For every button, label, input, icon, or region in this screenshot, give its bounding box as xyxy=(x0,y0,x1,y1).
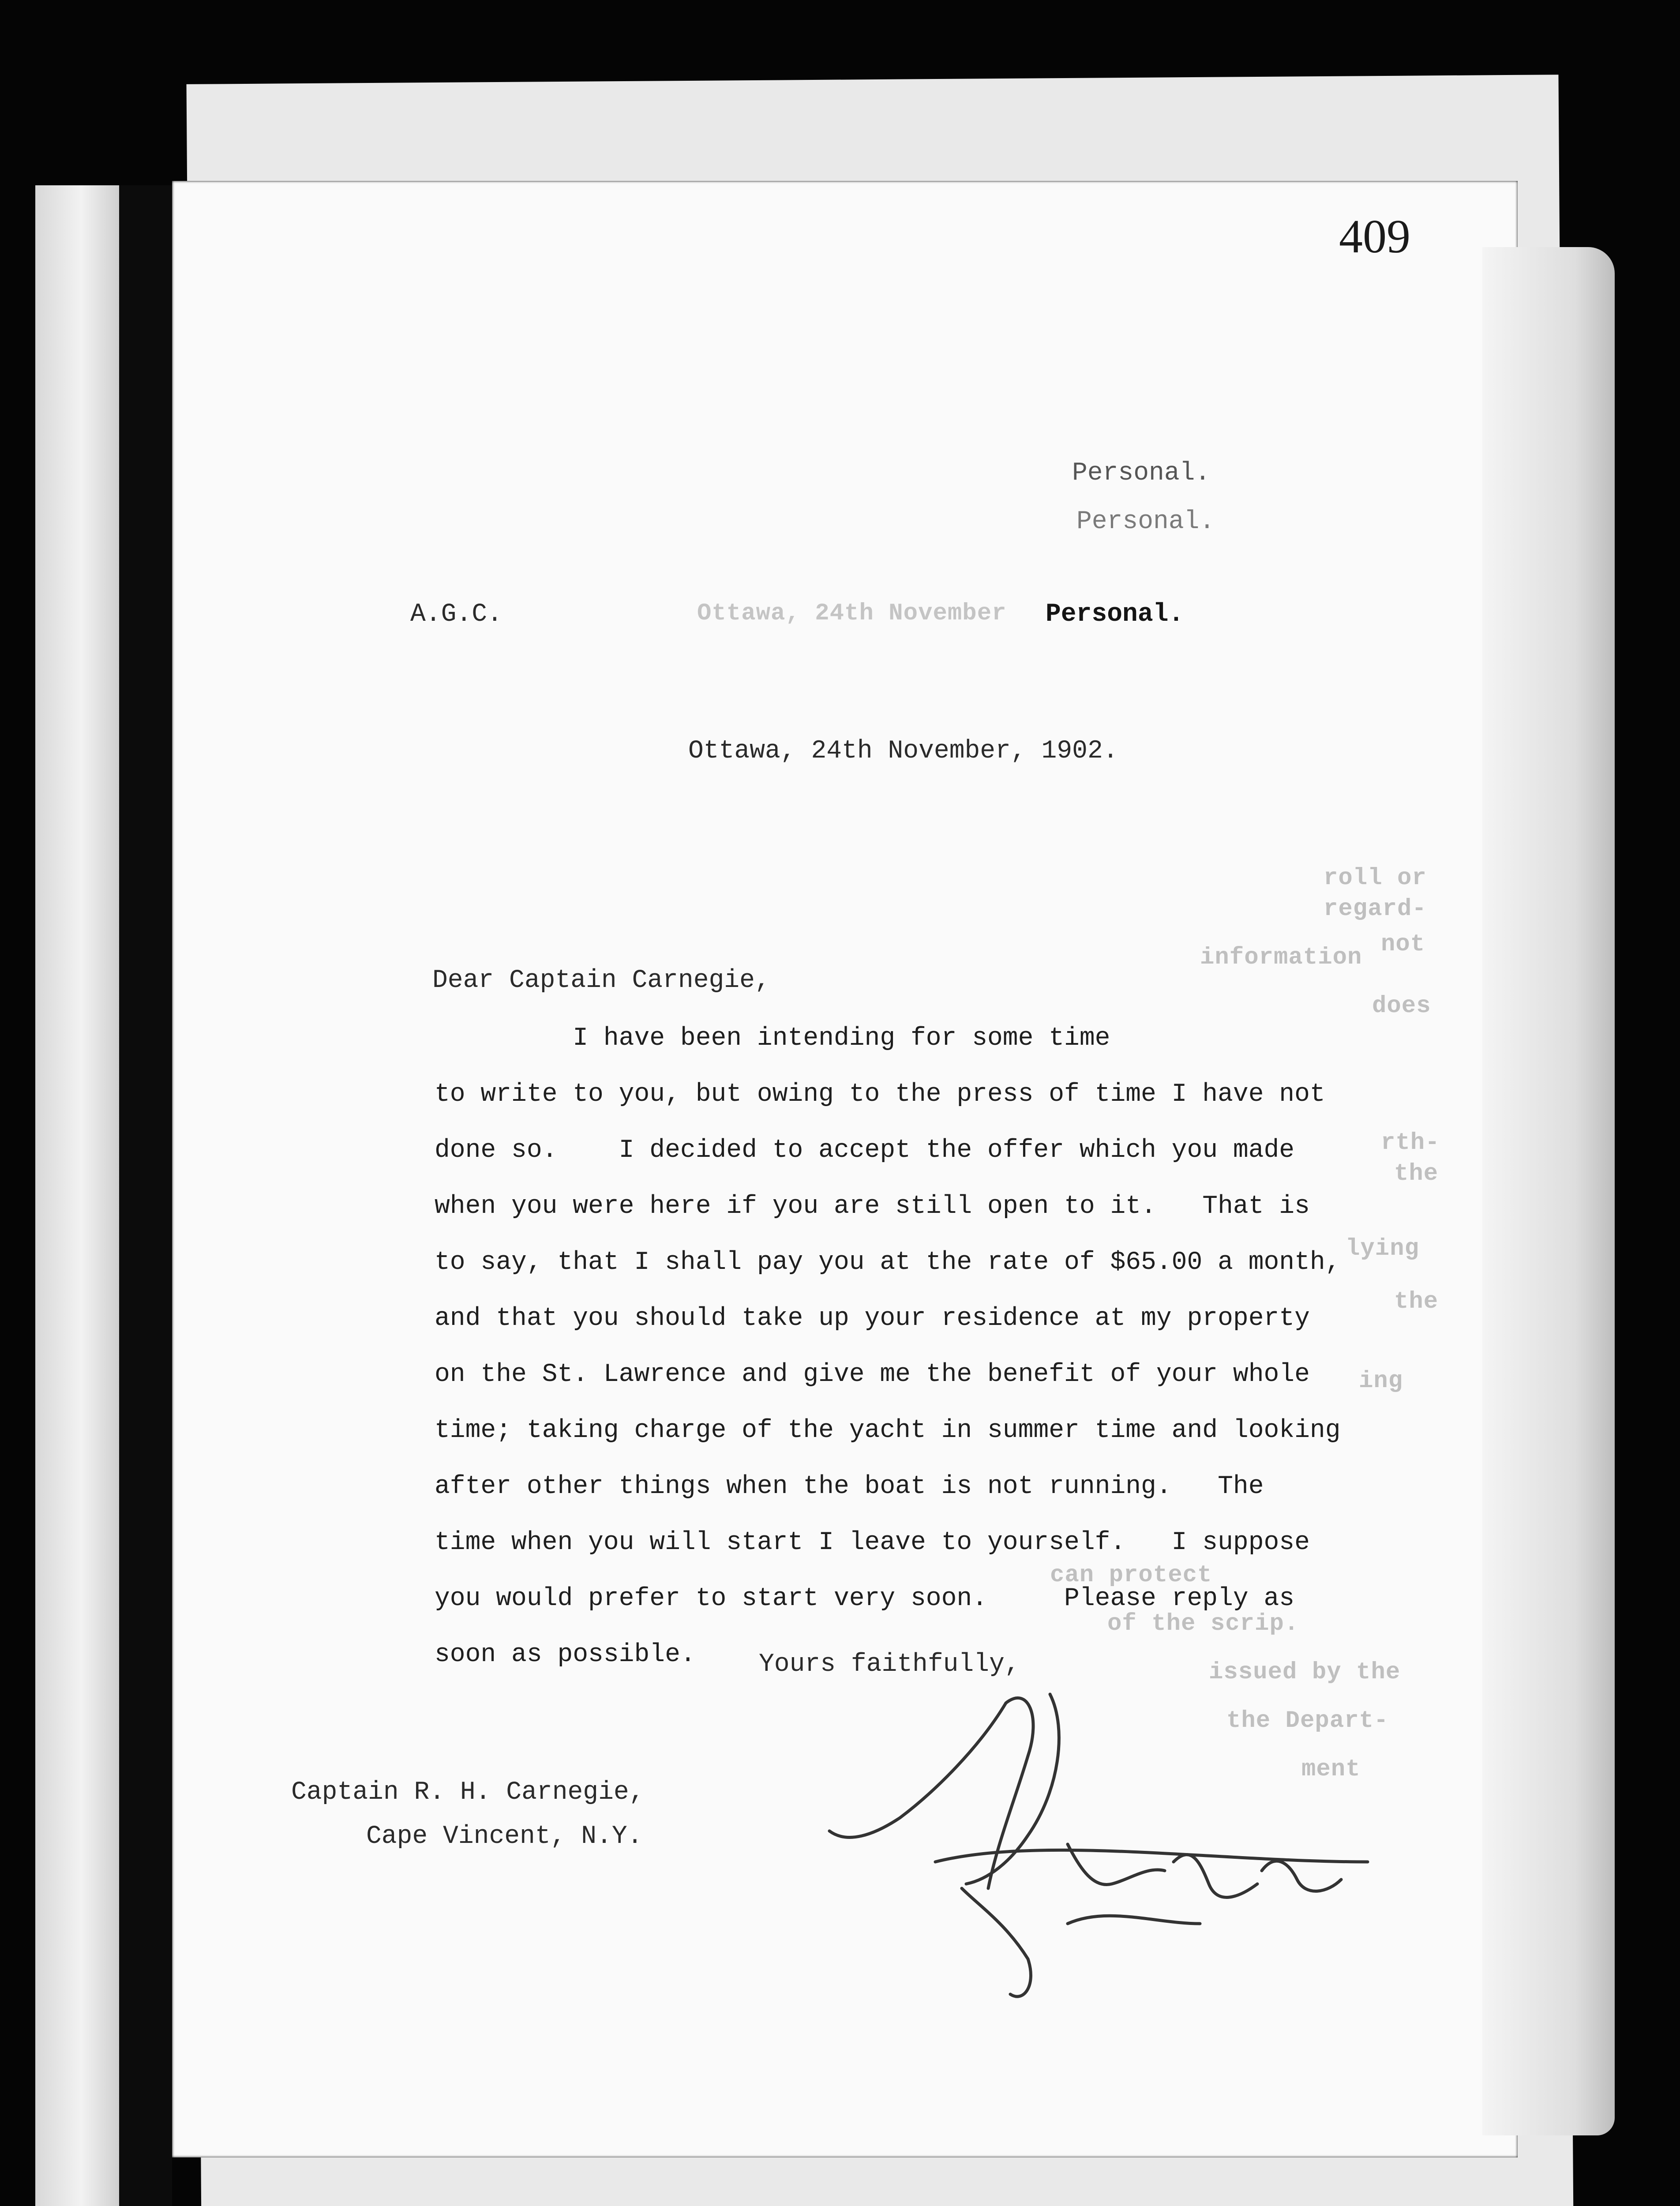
ghost-line: the Depart- xyxy=(1226,1707,1389,1734)
body-line: time when you will start I leave to yourself. I suppose xyxy=(435,1528,1310,1557)
addressee-place: Cape Vincent, N.Y. xyxy=(366,1822,643,1851)
page-curl-right xyxy=(1482,247,1615,2135)
letter-date: Ottawa, 24th November, 1902. xyxy=(688,737,1118,765)
body-line: you would prefer to start very soon. Please reply as xyxy=(435,1584,1295,1613)
ghost-line: the xyxy=(1394,1160,1439,1187)
letter-body xyxy=(435,1010,1449,1683)
body-line: to say, that I shall pay you at the rate of $65.00 a month, xyxy=(435,1248,1341,1277)
body-line: to write to you, but owing to the press of time I have not xyxy=(435,1080,1325,1109)
body-line: after other things when the boat is not running. The xyxy=(435,1472,1264,1501)
body-line: and that you should take up your residence at my property xyxy=(435,1304,1310,1333)
personal-mark-3: Personal. xyxy=(1046,600,1184,629)
ghost-line: roll or xyxy=(1324,865,1427,892)
body-line: time; taking charge of the yacht in summer time and looking xyxy=(435,1416,1341,1445)
personal-mark-2: Personal. xyxy=(1076,507,1215,536)
ghost-line: rth- xyxy=(1381,1129,1440,1156)
ghost-line: ing xyxy=(1359,1368,1403,1395)
ghost-line: not xyxy=(1381,931,1425,958)
ghost-place: Ottawa, 24th November xyxy=(697,600,1007,627)
salutation: Dear Captain Carnegie, xyxy=(432,966,770,995)
ghost-line: can protect xyxy=(1050,1562,1212,1589)
personal-mark-1: Personal. xyxy=(1072,459,1211,488)
ghost-line: of the scrip. xyxy=(1107,1610,1299,1637)
ghost-line: does xyxy=(1372,993,1431,1020)
body-line: soon as possible. xyxy=(435,1640,696,1669)
ghost-line: lying xyxy=(1346,1235,1420,1262)
ghost-line: issued by the xyxy=(1209,1659,1401,1686)
body-line: I have been intending for some time xyxy=(435,1024,1110,1053)
body-line: done so. I decided to accept the offer which you made xyxy=(435,1136,1295,1165)
ghost-line: regard- xyxy=(1324,896,1427,923)
ghost-line: ment xyxy=(1301,1756,1361,1783)
closing: Yours faithfully, xyxy=(759,1650,1020,1679)
body-line: when you were here if you are still open to it. That is xyxy=(435,1192,1310,1221)
initials: A.G.C. xyxy=(410,600,502,629)
ghost-line: the xyxy=(1394,1288,1439,1315)
left-page-edge xyxy=(35,185,119,2206)
body-line: on the St. Lawrence and give me the benefit of your whole xyxy=(435,1360,1310,1389)
ghost-line: information xyxy=(1200,944,1362,971)
signature xyxy=(821,1677,1394,2012)
addressee-name: Captain R. H. Carnegie, xyxy=(291,1778,645,1807)
left-shadow xyxy=(119,185,172,2206)
page-number: 409 xyxy=(1339,210,1410,263)
